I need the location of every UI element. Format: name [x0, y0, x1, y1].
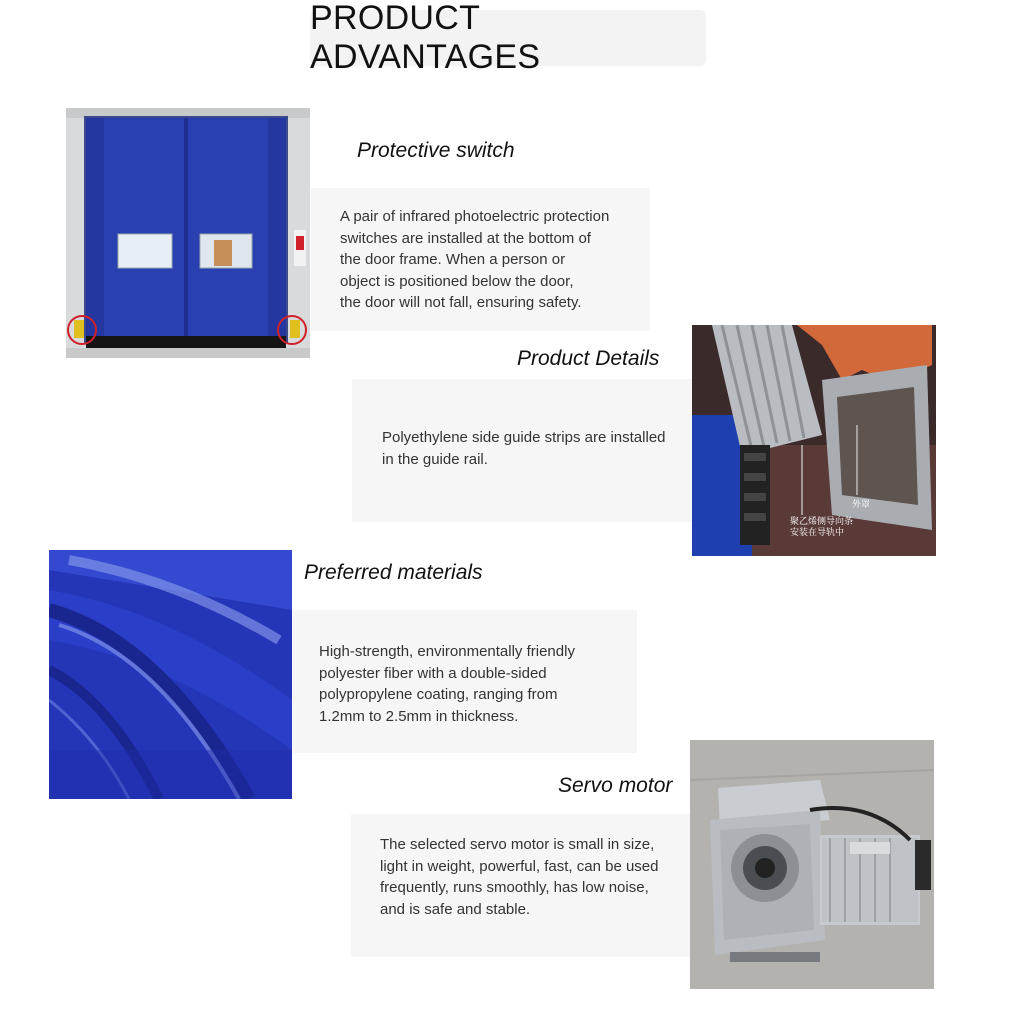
guide-rail-image — [692, 325, 936, 556]
page-title-box — [310, 0, 706, 76]
fabric-image — [49, 550, 292, 799]
section-heading-preferred-materials: Preferred materials — [304, 561, 483, 584]
image-label-in-rail: 安装在导轨中 — [790, 528, 845, 538]
image-label-guide-strip: 聚乙烯侧导向条 — [790, 517, 854, 527]
section-text-preferred-materials: High-strength, environmentally friendly polyester fiber with a double-sided polypropylene coating, ranging from 1.2mm to 2.5mm in thickness. — [319, 643, 575, 725]
text-box-servo-motor — [351, 814, 690, 957]
section-text-protective-switch: A pair of infrared photoelectric protection switches are installed at the bottom of the door frame. When a person or object is positioned below the door, the door will not fall, ensuring safety. — [340, 208, 610, 312]
text-box-preferred-materials — [293, 610, 637, 753]
text-box-protective-switch — [311, 188, 650, 331]
section-heading-protective-switch: Protective switch — [357, 139, 515, 162]
section-text-servo-motor: The selected servo motor is small in size, light in weight, powerful, fast, can be used frequently, runs smoothly, has low noise, and is safe and stable. — [380, 836, 659, 918]
section-heading-product-details: Product Details — [517, 347, 660, 370]
image-label-cover: 外罩 — [852, 500, 871, 510]
section-heading-servo-motor: Servo motor — [558, 774, 673, 797]
page-title: PRODUCT ADVANTAGES — [310, 0, 541, 76]
text-box-product-details — [352, 379, 692, 522]
section-text-product-details: Polyethylene side guide strips are installed in the guide rail. — [382, 429, 666, 468]
servo-motor-image — [690, 740, 934, 989]
door-image — [66, 108, 310, 358]
